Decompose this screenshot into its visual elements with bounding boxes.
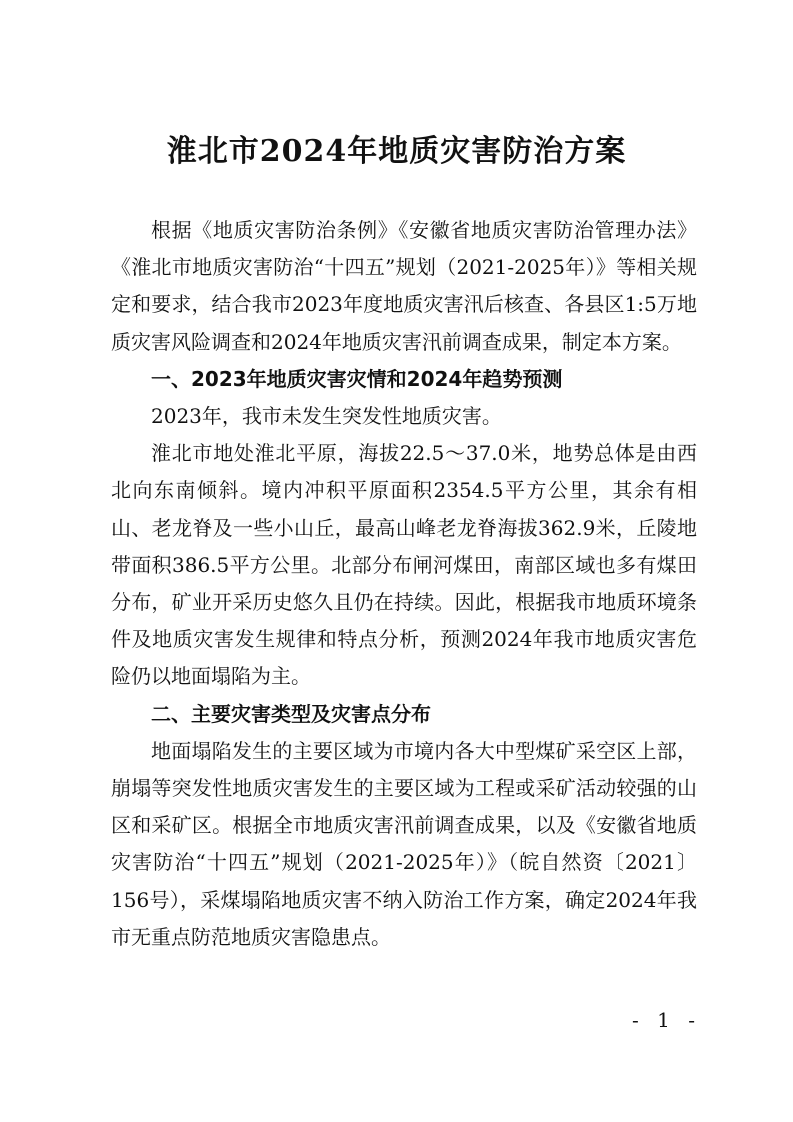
- section-1-paragraph-1: 2023年，我市未发生突发性地质灾害。: [151, 404, 502, 429]
- section-2-paragraph-1: 地面塌陷发生的主要区域为市境内各大中型煤矿采空区上部，崩塌等突发性地质灾害发生的主要区域为工程或采矿活动较强的山区和采矿区。根据全市地质灾害汛前调查成果，以及《安徽省地质灾害防治“十四五”规划（2021-2025年）》（皖自然资〔2021〕156号），采煤塌陷地质灾害不纳入防治工作方案，确定2024年我市无重点防范地质灾害隐患点。: [111, 738, 697, 949]
- section-1-heading: 一、2023年地质灾害灾情和2024年趋势预测: [151, 366, 563, 391]
- section-2-heading: 二、主要灾害类型及灾害点分布: [151, 701, 431, 726]
- intro-paragraph: 根据《地质灾害防治条例》《安徽省地质灾害防治管理办法》《淮北市地质灾害防治“十四五”规划（2021-2025年）》等相关规定和要求，结合我市2023年度地质灾害汛后核查、各县区1:5万地质灾害风险调查和2024年地质灾害汛前调查成果，制定本方案。: [111, 218, 697, 354]
- page-number: - 1 -: [632, 1008, 701, 1032]
- document-title: 淮北市2024年地质灾害防治方案: [166, 134, 627, 169]
- document-body: [111, 212, 697, 956]
- section-1-paragraph-2: 淮北市地处淮北平原，海拔22.5～37.0米，地势总体是由西北向东南倾斜。境内冲积平原面积2354.5平方公里，其余有相山、老龙脊及一些小山丘，最高山峰老龙脊海拔362.9米，丘陵地带面积386.5平方公里。北部分布闸河煤田，南部区域也多有煤田分布，矿业开采历史悠久且仍在持续。因此，根据我市地质环境条件及地质灾害发生规律和特点分析，预测2024年我市地质灾害危险仍以地面塌陷为主。: [111, 441, 697, 689]
